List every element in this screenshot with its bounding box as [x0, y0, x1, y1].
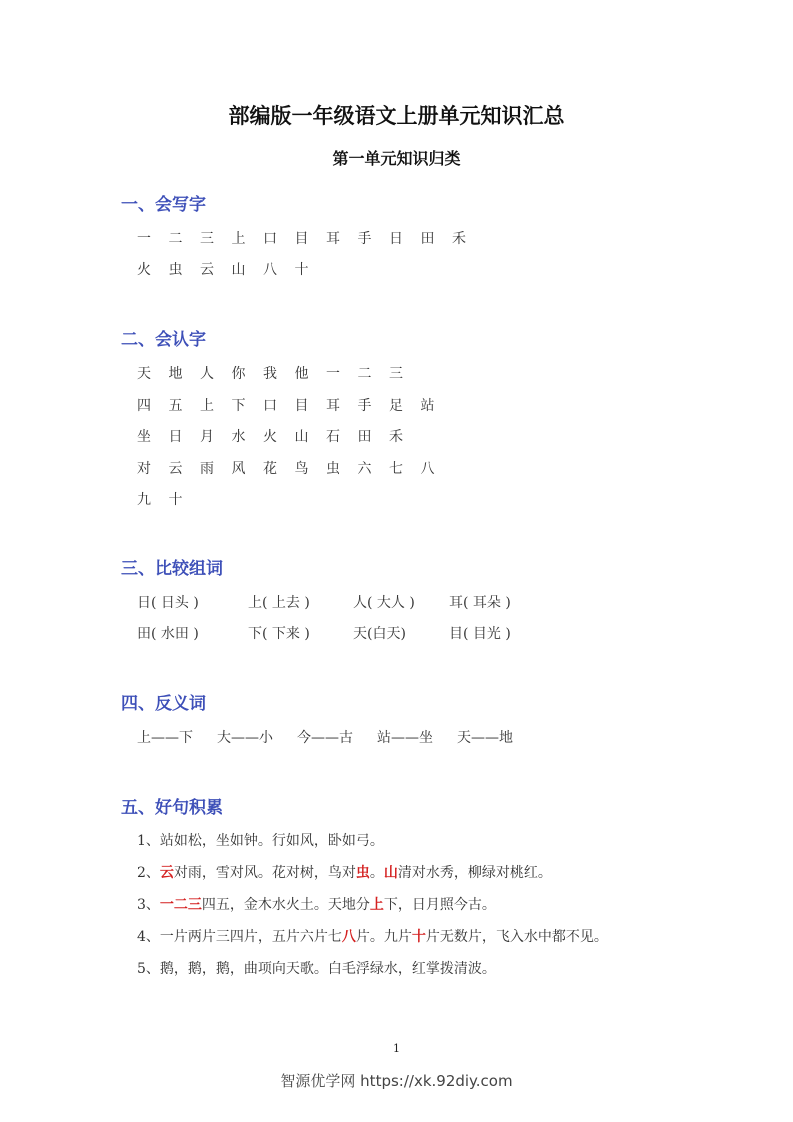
section-heading-sentences: 五、好句积累 — [121, 798, 223, 818]
footer-watermark: 智源优学网 https://xk.92diy.com — [280, 1072, 513, 1090]
character: 山 — [294, 429, 309, 445]
character: 田 — [357, 429, 372, 445]
sentence-text: 4、一片两片三四片，五片六片七 — [137, 929, 342, 945]
character: 一 — [137, 231, 151, 247]
character: 下 — [231, 397, 246, 414]
character: 虫 — [326, 460, 340, 477]
antonym-pair: 今——古 — [297, 730, 353, 746]
sentence-line — [137, 830, 384, 850]
highlighted-character: 山 — [383, 865, 398, 881]
character: 足 — [389, 397, 403, 414]
character: 目 — [294, 231, 309, 247]
character: 站 — [420, 397, 435, 414]
section-heading-recognize: 二、会认字 — [121, 330, 206, 350]
character: 七 — [389, 460, 403, 477]
character: 一 — [326, 366, 340, 382]
compare-word: 下( 下来 ) — [248, 626, 310, 642]
character: 你 — [231, 366, 246, 382]
character: 日 — [168, 429, 183, 445]
character: 口 — [263, 231, 277, 247]
character: 三 — [200, 231, 214, 247]
sentence-text: 对雨，雪对风。花对树，鸟对 — [173, 865, 356, 881]
character: 火 — [137, 262, 151, 278]
character: 上 — [231, 231, 246, 247]
character: 我 — [263, 366, 277, 382]
highlighted-character: 虫 — [355, 865, 370, 881]
sentence-line — [137, 862, 552, 882]
compare-word: 田( 水田 ) — [137, 626, 199, 642]
character: 对 — [137, 460, 151, 477]
character: 地 — [168, 366, 183, 382]
highlighted-character: 十 — [411, 929, 426, 945]
compare-word: 天(白天) — [353, 626, 406, 642]
character: 禾 — [389, 429, 403, 445]
page-number: 1 — [393, 1042, 400, 1055]
character: 六 — [357, 460, 372, 477]
compare-word: 耳( 耳朵 ) — [449, 595, 511, 611]
highlighted-character: 云 — [159, 865, 174, 881]
compare-word: 上( 上去 ) — [248, 595, 310, 611]
character: 人 — [200, 366, 214, 382]
character: 八 — [263, 262, 277, 278]
character: 九 — [137, 492, 151, 508]
sentence-text: 5、鹅，鹅，鹅，曲项向天歌。白毛浮绿水，红掌拨清波。 — [137, 961, 496, 977]
character: 上 — [200, 397, 214, 414]
highlighted-character: 一二三 — [159, 897, 202, 913]
compare-word: 日( 日头 ) — [137, 595, 199, 611]
antonym-pair: 站——坐 — [377, 730, 433, 746]
highlighted-character: 上 — [369, 897, 384, 913]
character: 口 — [263, 397, 277, 414]
sentence-line — [137, 926, 608, 946]
character: 日 — [389, 231, 403, 247]
character: 天 — [137, 366, 151, 382]
character: 花 — [263, 460, 277, 477]
character: 手 — [357, 231, 372, 247]
character: 鸟 — [294, 460, 309, 477]
character: 云 — [168, 460, 183, 477]
sentence-text: 2、 — [137, 865, 160, 881]
antonym-pair: 上——下 — [137, 730, 193, 746]
character: 十 — [168, 492, 183, 508]
character: 二 — [357, 366, 372, 382]
character: 山 — [231, 262, 246, 278]
sentence-text: 四五，金木水火土。天地分 — [201, 897, 370, 913]
sentence-text: 1、站如松，坐如钟。行如风，卧如弓。 — [137, 833, 384, 849]
section-heading-antonyms: 四、反义词 — [121, 694, 206, 714]
character: 他 — [294, 366, 309, 382]
character: 雨 — [200, 460, 214, 477]
section-heading-compare: 三、比较组词 — [121, 559, 223, 579]
highlighted-character: 八 — [341, 929, 356, 945]
sentence-text: 。 — [369, 865, 384, 881]
sentence-text: 清对水秀，柳绿对桃红。 — [397, 865, 552, 881]
character: 耳 — [326, 231, 340, 247]
character: 三 — [389, 366, 403, 382]
character: 八 — [420, 460, 435, 477]
unit-subtitle: 第一单元知识归类 — [332, 149, 461, 168]
compare-word: 目( 目光 ) — [449, 626, 511, 642]
compare-word: 人( 大人 ) — [353, 595, 415, 611]
character: 云 — [200, 262, 214, 278]
antonym-pair: 大——小 — [217, 730, 273, 746]
document-title: 部编版一年级语文上册单元知识汇总 — [228, 103, 565, 128]
character: 四 — [137, 397, 151, 414]
sentence-text: 下，日月照今古。 — [383, 897, 496, 913]
character: 火 — [263, 429, 277, 445]
character: 风 — [231, 460, 246, 477]
character: 五 — [168, 397, 183, 414]
character: 月 — [200, 429, 214, 445]
character: 目 — [294, 397, 309, 414]
character: 水 — [231, 429, 246, 445]
sentence-line — [137, 958, 496, 978]
sentence-text: 3、 — [137, 897, 160, 913]
character: 手 — [357, 397, 372, 414]
character: 坐 — [137, 429, 151, 445]
character: 十 — [294, 262, 309, 278]
sentence-text: 片。九片 — [355, 929, 412, 945]
character: 耳 — [326, 397, 340, 414]
section-heading-write: 一、会写字 — [121, 195, 206, 215]
character: 虫 — [168, 262, 183, 278]
antonym-pair: 天——地 — [457, 730, 513, 746]
sentence-text: 片无数片，飞入水中都不见。 — [425, 929, 608, 945]
character: 石 — [326, 429, 340, 445]
sentence-line — [137, 894, 496, 914]
character: 二 — [168, 231, 183, 247]
character: 田 — [420, 231, 435, 247]
character: 禾 — [452, 231, 466, 247]
